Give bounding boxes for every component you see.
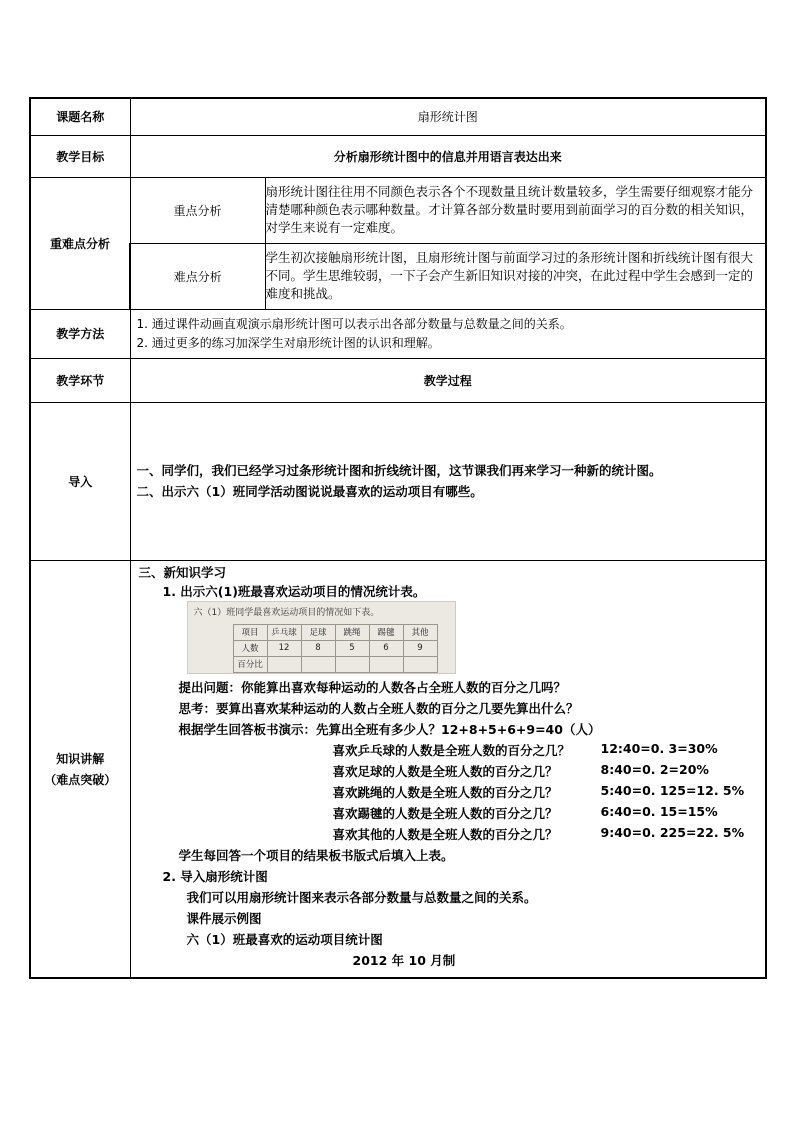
stats-header: 其他 <box>403 624 437 640</box>
method-row <box>30 309 766 358</box>
stats-header: 项目 <box>233 624 267 640</box>
calc-question: 喜欢乒乓球的人数是全班人数的百分之几？ <box>332 742 571 758</box>
topic-value: 扇形统计图 <box>130 98 766 135</box>
goal-value: 分析扇形统计图中的信息并用语言表达出来 <box>130 135 766 177</box>
method-item: 1. 通过课件动画直观演示扇形统计图可以表示出各部分数量与总数量之间的关系。 <box>136 316 572 331</box>
relation-line: 我们可以用扇形统计图来表示各部分数量与总数量之间的关系。 <box>186 889 537 905</box>
stats-count: 6 <box>369 640 403 656</box>
stage-row <box>30 358 766 402</box>
calc-answer: 5:40=0. 125=12. 5% <box>600 782 745 798</box>
calc-answer: 8:40=0. 2=20% <box>600 761 709 777</box>
stage-value: 教学过程 <box>130 358 766 402</box>
board-line: 根据学生回答板书演示：先算出全班有多少人？12+8+5+6+9=40（人） <box>178 721 601 737</box>
intro-cell <box>130 402 766 560</box>
key-point-label: 重点分析 <box>130 177 265 243</box>
method-cell <box>130 309 766 358</box>
calc-question: 喜欢跳绳的人数是全班人数的百分之几？ <box>332 784 558 800</box>
date-line: 2012 年 10 月制 <box>352 952 456 968</box>
after-line: 学生每回答一个项目的结果板书版式后填入上表。 <box>178 847 454 863</box>
question-line: 提出问题：你能算出喜欢每种运动的人数各占全班人数的百分之几吗？ <box>178 679 567 695</box>
knowledge-cell <box>130 560 766 978</box>
stats-table-title: 六（1）班同学最喜欢运动项目的情况如下表。 <box>193 607 380 618</box>
lesson-plan-table <box>29 97 767 979</box>
hard-point-text: 学生初次接触扇形统计图，且扇形统计图与前面学习过的条形统计图和折线统计图有很大不同。学生思维较弱，一下子会产生新旧知识对接的冲突，在此过程中学生会感到一定的难度和挑战。 <box>265 243 766 309</box>
new-knowledge-heading: 三、新知识学习 <box>138 564 227 580</box>
intro-line: 一、同学们，我们已经学习过条形统计图和折线统计图，这节课我们再来学习一种新的统计图。 <box>136 463 662 478</box>
method-item: 2. 通过更多的练习加深学生对扇形统计图的认识和理解。 <box>136 335 440 350</box>
calc-question: 喜欢其他的人数是全班人数的百分之几？ <box>332 826 558 842</box>
stats-count: 9 <box>403 640 437 656</box>
intro-row <box>30 402 766 560</box>
method-label: 教学方法 <box>30 309 130 358</box>
calc-answer: 6:40=0. 15=15% <box>600 803 718 819</box>
key-point-row <box>30 177 766 243</box>
calc-question: 喜欢足球的人数是全班人数的百分之几？ <box>332 763 558 779</box>
difficulty-label: 重难点分析 <box>30 177 130 309</box>
stats-header: 跳绳 <box>335 624 369 640</box>
knowledge-sublabel: （难点突破） <box>44 772 117 787</box>
hard-point-row <box>30 243 766 309</box>
knowledge-row <box>30 560 766 978</box>
think-line: 思考：要算出喜欢某种运动的人数占全班人数的百分之几要先算出什么？ <box>178 700 579 716</box>
topic-row <box>30 98 766 135</box>
stats-table <box>233 624 438 673</box>
knowledge-label: 知识讲解 <box>56 751 105 766</box>
calc-answer: 12:40=0. 3=30% <box>600 740 718 756</box>
topic-label: 课题名称 <box>30 98 130 135</box>
key-point-text: 扇形统计图往往用不同颜色表示各个不现数量且统计数量较多，学生需要仔细观察才能分清楚哪种颜色表示哪种数量。才计算各部分数量时要用到前面学习的百分数的相关知识，对学生来说有一定难度。 <box>265 177 766 243</box>
stats-header: 乒乓球 <box>267 624 301 640</box>
stats-table-image <box>187 601 456 674</box>
goal-label: 教学目标 <box>30 135 130 177</box>
stats-count: 5 <box>335 640 369 656</box>
hard-point-label: 难点分析 <box>130 243 265 309</box>
stats-count: 8 <box>301 640 335 656</box>
stage-label: 教学环节 <box>30 358 130 402</box>
intro-label: 导入 <box>30 402 130 560</box>
stats-count: 12 <box>267 640 301 656</box>
chart-title-line: 六（1）班最喜欢的运动项目统计图 <box>186 931 383 947</box>
show-line: 课件展示例图 <box>186 910 262 926</box>
stats-header: 足球 <box>301 624 335 640</box>
stats-header: 踢毽 <box>369 624 403 640</box>
calc-answer: 9:40=0. 225=22. 5% <box>600 824 745 840</box>
calc-question: 喜欢踢毽的人数是全班人数的百分之几？ <box>332 805 558 821</box>
step-2: 2. 导入扇形统计图 <box>162 868 268 884</box>
stats-row-label: 百分比 <box>233 656 267 672</box>
knowledge-label-cell <box>30 560 130 978</box>
stats-row-label: 人数 <box>233 640 267 656</box>
intro-line: 二、出示六（1）班同学活动图说说最喜欢的运动项目有哪些。 <box>136 484 483 499</box>
goal-row <box>30 135 766 177</box>
step-1: 1. 出示六(1)班最喜欢运动项目的情况统计表。 <box>162 583 426 599</box>
